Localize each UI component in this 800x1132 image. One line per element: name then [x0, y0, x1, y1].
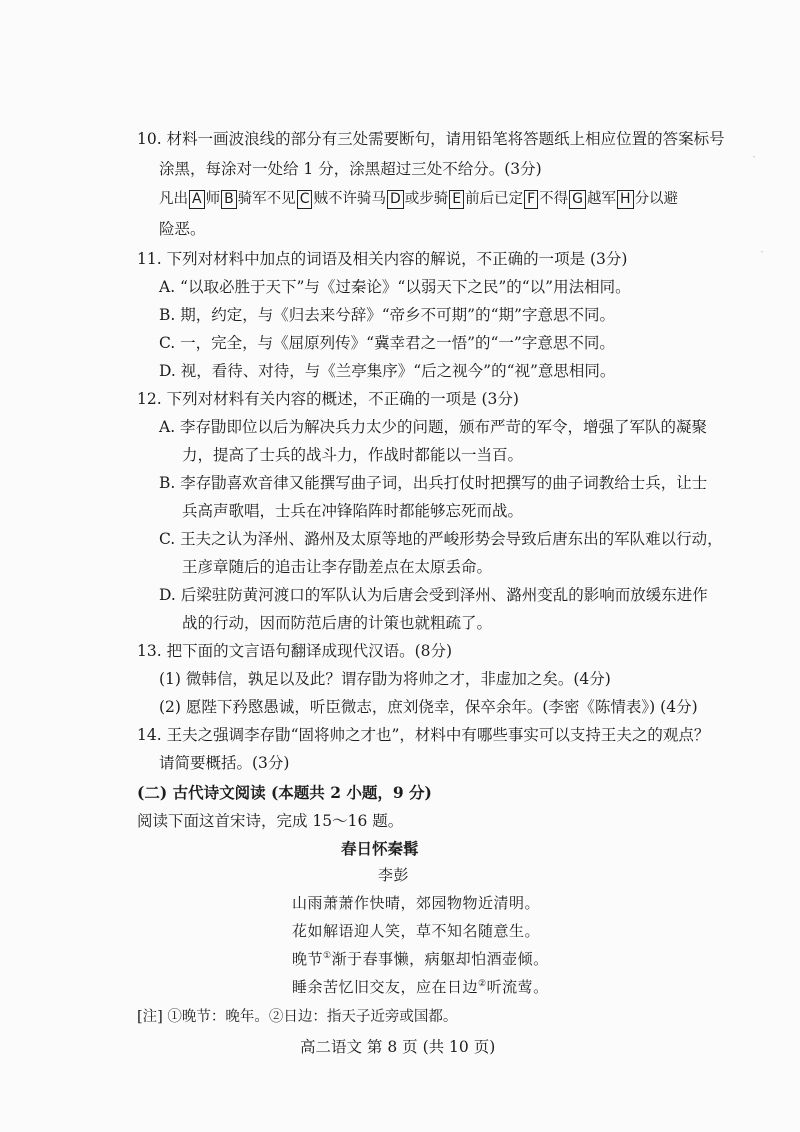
q10-line-1: 10. 材料一画波浪线的部分有三处需要断句，请用铅笔将答题纸上相应位置的答案标号 — [137, 130, 725, 148]
poem-line-3 — [292, 948, 549, 970]
poem-author: 李彭 — [378, 866, 410, 884]
q11-option-a: A. “以取必胜于天下”与《过秦论》“以弱天下之民”的“以”用法相同。 — [159, 278, 631, 296]
footnote-marker-2: ② — [478, 979, 487, 989]
poem-line-2: 花如解语迎人笑，草不知名随意生。 — [292, 922, 541, 940]
text-segment: 前后已定 — [465, 191, 524, 207]
answer-mark-E: E — [449, 190, 464, 209]
bleed-through-mark: · — [760, 245, 765, 260]
answer-mark-G: G — [569, 190, 586, 209]
poem-text: 睡余苦忆旧交友，应在日边 — [292, 978, 479, 996]
footnote-marker-1: ① — [323, 951, 332, 961]
text-segment: 贼不许骑马 — [313, 191, 386, 207]
text-segment: 骑军不见 — [237, 191, 296, 207]
answer-mark-B: B — [221, 190, 237, 209]
q10-line-4: 险恶。 — [159, 220, 206, 238]
q12-option-c-line2: 王彦章随后的追击让李存勖差点在太原丢命。 — [182, 558, 493, 576]
text-segment: 分以避 — [634, 191, 679, 207]
text-segment: 越军 — [587, 191, 617, 207]
q12-option-b-line2: 兵高声歌唱，士兵在冲锋陷阵时都能够忘死而战。 — [182, 502, 524, 520]
answer-mark-H: H — [617, 190, 634, 209]
text-segment: 或步骑 — [404, 191, 449, 207]
q12-option-b-line1: B. 李存勖喜欢音律又能撰写曲子词，出兵打仗时把撰写的曲子词教给士兵，让士 — [159, 474, 708, 492]
answer-mark-C: C — [297, 190, 313, 209]
q10-answer-sequence — [159, 188, 678, 210]
answer-mark-D: D — [387, 190, 404, 209]
q11-option-b: B. 期，约定，与《归去来兮辞》“帝乡不可期”的“期”字意思不同。 — [159, 306, 615, 324]
answer-mark-F: F — [524, 190, 538, 209]
q13-stem: 13. 把下面的文言语句翻译成现代汉语。(8分) — [137, 642, 453, 660]
q13-sentence-2: (2) 愿陛下矜愍愚诚，听臣微志，庶刘侥幸，保卒余年。(李密《陈情表》) (4分) — [159, 698, 698, 716]
text-segment: 不得 — [539, 191, 569, 207]
section-heading: (二) 古代诗文阅读 (本题共 2 小题，9 分) — [137, 783, 432, 802]
q12-option-a-line1: A. 李存勖即位以后为解决兵力太少的问题，颁布严苛的军令，增强了军队的凝聚 — [159, 418, 708, 436]
q12-stem: 12. 下列对材料有关内容的概述，不正确的一项是 (3分) — [137, 390, 519, 408]
poem-note: [注] ①晚节：晚年。②日边：指天子近旁或国都。 — [137, 1009, 458, 1025]
poem-title: 春日怀秦髯 — [341, 839, 419, 858]
q12-option-d-line1: D. 后梁驻防黄河渡口的军队认为后唐会受到泽州、潞州变乱的影响而放缓东进作 — [159, 586, 708, 604]
q11-option-c: C. 一，完全，与《屈原列传》“冀幸君之一悟”的“一”字意思不同。 — [159, 334, 615, 352]
poem-text: 晚节 — [292, 950, 324, 968]
q12-option-a-line2: 力，提高了士兵的战斗力，作战时都能以一当百。 — [182, 446, 524, 464]
poem-line-1: 山雨萧萧作快晴，郊园物物近清明。 — [292, 894, 541, 912]
poem-text: 渐于春事懒，病躯却怕酒壶倾。 — [331, 950, 549, 968]
poem-line-4 — [292, 976, 549, 998]
q14-stem-line1: 14. 王夫之强调李存勖“固将帅之才也”，材料中有哪些事实可以支持王夫之的观点？ — [137, 726, 710, 744]
answer-mark-A: A — [189, 190, 205, 209]
bleed-through-mark: · — [752, 150, 757, 165]
q11-stem: 11. 下列对材料中加点的词语及相关内容的解说，不正确的一项是 (3分) — [137, 250, 628, 268]
text-segment: 师 — [205, 191, 221, 207]
q12-option-d-line2: 战的行动，因而防范后唐的计策也就粗疏了。 — [182, 614, 493, 632]
poem-text: 听流莺。 — [486, 978, 549, 996]
q14-stem-line2: 请简要概括。(3分) — [159, 754, 290, 772]
q10-line-2: 涂黑，每涂对一处给 1 分，涂黑超过三处不给分。(3分) — [159, 160, 542, 178]
text-segment: 凡出 — [159, 191, 188, 207]
page-footer: 高二语文 第 8 页 (共 10 页) — [300, 1038, 496, 1056]
q11-option-d: D. 视，看待、对待，与《兰亭集序》“后之视今”的“视”意思相同。 — [159, 362, 616, 380]
q13-sentence-1: (1) 微韩信，孰足以及此？谓存勖为将帅之才，非虚加之矣。(4分) — [159, 670, 611, 688]
q12-option-c-line1: C. 王夫之认为泽州、潞州及太原等地的严峻形势会导致后唐东出的军队难以行动， — [159, 530, 723, 548]
section-intro: 阅读下面这首宋诗，完成 15～16 题。 — [137, 812, 404, 830]
